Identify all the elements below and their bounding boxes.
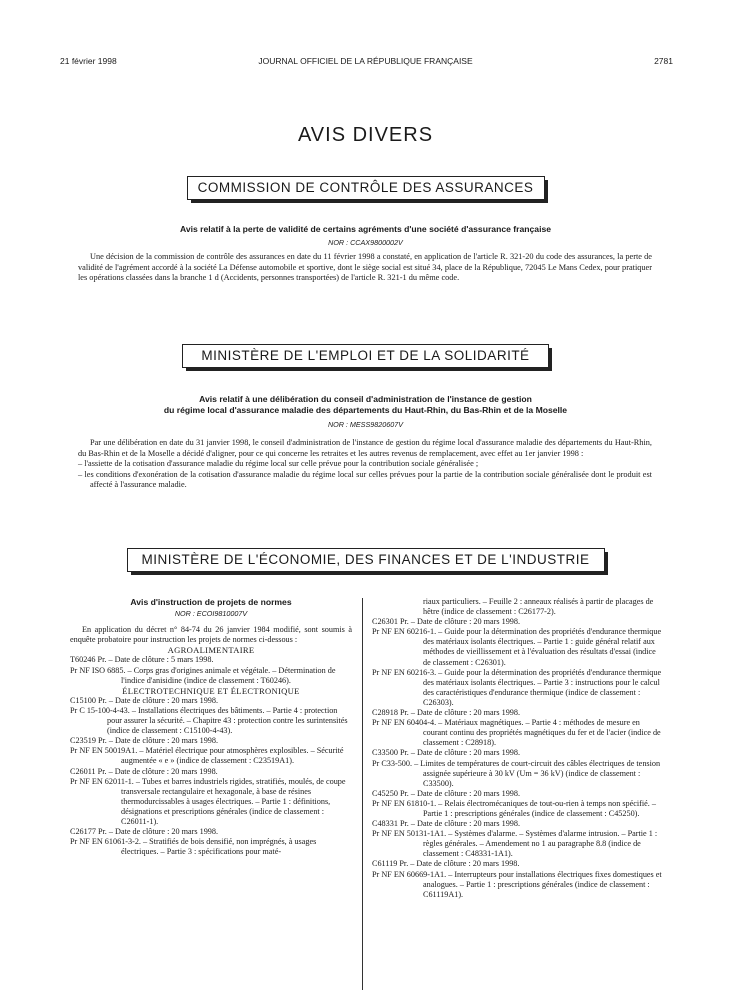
avis-title-economie: Avis d'instruction de projets de normes bbox=[130, 597, 292, 607]
section-heading-text: MINISTÈRE DE L'EMPLOI ET DE LA SOLIDARITÉ bbox=[201, 348, 530, 363]
subheading-electrotechnique: ÉLECTROTECHNIQUE ET ÉLECTRONIQUE bbox=[122, 685, 300, 696]
list-item: Pr NF EN 62011-1. – Tubes et barres industriels rigides, stratifiés, moulés, de coupe transversale rectangulaire et hexagonale, à base de résines thermodurcissables à usages électriques. – Partie 1 : définitions, désignations et prescriptions générales (indice de classement : C26011-1). bbox=[70, 776, 346, 826]
list-item: C48331 Pr. – Date de clôture : 20 mars 1998. bbox=[372, 819, 521, 829]
section-heading-emploi bbox=[182, 344, 549, 368]
list-item: – l'assiette de la cotisation d'assurance maladie du régime local sur celle prévue pour la contribution sociale généralisée ; bbox=[78, 459, 479, 469]
section-heading-commission bbox=[187, 176, 545, 200]
section-heading-economie bbox=[127, 548, 605, 572]
right-column bbox=[372, 597, 662, 900]
nor-code: NOR : MESS9820607V bbox=[327, 420, 404, 429]
nor-economie bbox=[70, 609, 352, 619]
list-item: – les conditions d'exonération de la cotisation d'assurance maladie du régime local sur celles prévues pour la partie de la contribution sociale généralisée dont le produit est affecté à l'assurance maladie. bbox=[78, 469, 652, 490]
list-item: C26301 Pr. – Date de clôture : 20 mars 1998. bbox=[372, 617, 521, 627]
list-item: Pr NF EN 60216-3. – Guide pour la détermination des propriétés d'endurance thermique des matériaux isolants électriques. – Partie 3 : instructions pour le calcul des caractéristiques d'endurance thermique (indice de classement : C26303). bbox=[372, 667, 662, 707]
list-item: Pr NF EN 50019A1. – Matériel électrique pour atmosphères explosibles. – Sécurité augmentée « e » (indice de classement : C23519A1). bbox=[70, 746, 344, 766]
header-page-number: 2781 bbox=[654, 56, 673, 66]
list-item: Pr NF EN 60216-1. – Guide pour la détermination des propriétés d'endurance thermique des matériaux isolants électriques. – Partie 1 : guide général relatif aux méthodes de vieillissement et à l'évaluation des résultats d'essai (indice de classement : C26301). bbox=[372, 627, 662, 667]
nor-code: NOR : CCAX9800002V bbox=[328, 238, 403, 247]
list-item: C15100 Pr. – Date de clôture : 20 mars 1998. bbox=[70, 695, 219, 705]
list-item: C23519 Pr. – Date de clôture : 20 mars 1998. bbox=[70, 736, 219, 746]
paragraph-emploi-body: Par une délibération en date du 31 janvier 1998, le conseil d'administration de l'instance de gestion du régime local d'assurance maladie des départements du Haut-Rhin, du Bas-Rhin et de la Moselle a décidé d'aligner, pour ce qui concerne les retraites et les autres revenus de remplacement, avec effet au 1er janvier 1998 : bbox=[78, 438, 652, 458]
left-column bbox=[70, 597, 352, 857]
list-item: Pr NF EN 61061-3-2. – Stratifiés de bois densifié, non imprégnés, à usages électriques. – Partie 3 : spécifications pour maté- bbox=[70, 837, 317, 857]
list-item: C26177 Pr. – Date de clôture : 20 mars 1998. bbox=[70, 827, 219, 837]
list-item: C45250 Pr. – Date de clôture : 20 mars 1998. bbox=[372, 788, 521, 798]
paragraph-emploi bbox=[78, 438, 652, 491]
list-item: C61119 Pr. – Date de clôture : 20 mars 1998. bbox=[372, 859, 520, 869]
column-divider bbox=[362, 598, 363, 990]
header-journal-title: JOURNAL OFFICIEL DE LA RÉPUBLIQUE FRANÇAISE bbox=[258, 56, 473, 66]
list-item: Pr C 15-100-4-43. – Installations électriques des bâtiments. – Partie 4 : protection pour assurer la sécurité. – Chapitre 43 : protection contre les surintensités (indice de classement : C15100-4-43). bbox=[70, 705, 348, 736]
section-heading-text: MINISTÈRE DE L'ÉCONOMIE, DES FINANCES ET DE L'INDUSTRIE bbox=[141, 552, 590, 567]
header-date: 21 février 1998 bbox=[60, 56, 117, 66]
list-item: C33500 Pr. – Date de clôture : 20 mars 1998. bbox=[372, 748, 521, 758]
list-item: Pr NF EN 50131-1A1. – Systèmes d'alarme. – Systèmes d'alarme intrusion. – Partie 1 : règles générales. – Amendement no 1 au paragraphe 8.8 (indice de classement : C48331-1A1). bbox=[372, 829, 658, 859]
list-item: Pr NF EN 61810-1. – Relais électromécaniques de tout-ou-rien à temps non spécifié. – Partie 1 : prescriptions générales (indice de classement : C45250). bbox=[372, 798, 656, 818]
subheading-agroalimentaire: AGROALIMENTAIRE bbox=[167, 645, 255, 656]
list-item: C26011 Pr. – Date de clôture : 20 mars 1998. bbox=[70, 766, 218, 776]
avis-title-commission: Avis relatif à la perte de validité de certains agréments d'une société d'assurance française bbox=[179, 224, 552, 234]
list-item: Pr NF EN 60669-1A1. – Interrupteurs pour installations électriques fixes domestiques et analogues. – Partie 1 : prescriptions générales (indice de classement : C61119A1). bbox=[372, 869, 662, 899]
main-title: AVIS DIVERS bbox=[297, 124, 434, 146]
intro-paragraph: En application du décret n° 84-74 du 26 janvier 1984 modifié, sont soumis à enquête probatoire pour instruction les projets de normes ci-dessous : bbox=[70, 625, 352, 645]
paragraph-commission: Une décision de la commission de contrôle des assurances en date du 11 février 1998 a constaté, en application de l'article R. 321-20 du code des assurances, la perte de validité de l'agrément accordé à la société La Défense automobile et sportive, dont le siège social est situé 34, place de la République, 72045 Le Mans Cedex, pour pratiquer les opérations classées dans la branche 1 d (Accidents, personnes transportées) de l'article R. 321-1 du même code. bbox=[78, 252, 652, 283]
nor-emploi bbox=[0, 420, 731, 429]
nor-commission bbox=[0, 238, 731, 247]
section-heading-text: COMMISSION DE CONTRÔLE DES ASSURANCES bbox=[197, 180, 534, 195]
list-item: Pr NF ISO 6885. – Corps gras d'origines animale et végétale. – Détermination de l'indice d'anisidine (indice de classement : T60246). bbox=[70, 665, 336, 685]
list-item: C28918 Pr. – Date de clôture : 20 mars 1998. bbox=[372, 708, 521, 718]
list-item: Pr NF EN 60404-4. – Matériaux magnétiques. – Partie 4 : méthodes de mesure en courant continu des propriétés magnétiques du fer et de l'acier (indice de classement : C28918). bbox=[372, 718, 661, 748]
list-item: riaux particuliers. – Feuille 2 : anneaux réalisés à partir de placages de hêtre (indice de classement : C26177-2). bbox=[423, 597, 654, 617]
list-item: T60246 Pr. – Date de clôture : 5 mars 1998. bbox=[70, 655, 214, 665]
list-item: Pr C33-500. – Limites de températures de court-circuit des câbles électriques de tension assignée supérieure à 30 kV (Um = 36 kV) (indice de classement : C33500). bbox=[372, 758, 661, 788]
avis-title-emploi-line1: Avis relatif à une délibération du conseil d'administration de l'instance de gestion bbox=[199, 394, 532, 404]
avis-title-emploi-line2: du régime local d'assurance maladie des départements du Haut-Rhin, du Bas-Rhin et de la Moselle bbox=[163, 405, 568, 415]
nor-code: NOR : ECOI9810007V bbox=[174, 609, 248, 619]
